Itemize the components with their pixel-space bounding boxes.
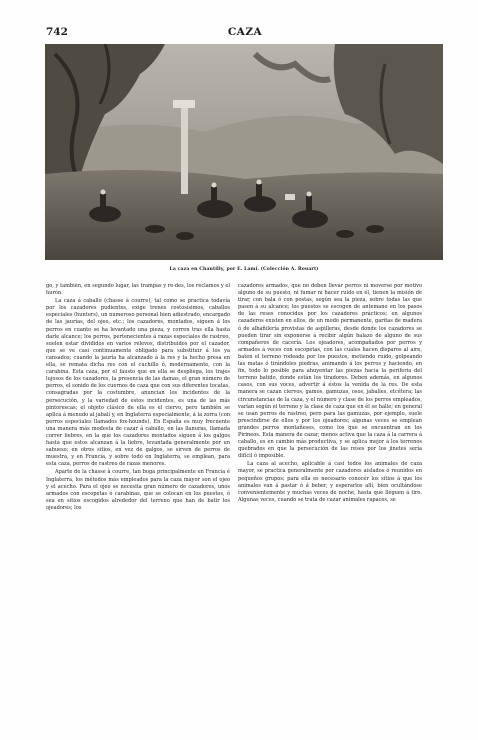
paragraph: Aparte de la chasse à courre, tan boga principalmente en Francia é Inglaterra, los métodos más empleados para la caza mayor son el ojeo y el acecho. Para el ojeo se necesita gran número de cazadores, unos armados con escopetas ó carabinas, que se colocan en los puestos, ó sea en sitios escogidos alrededor del terreno que han de batir los ojeadores; los <box>46 469 230 511</box>
page-number: 742 <box>46 26 68 38</box>
running-head: CAZA <box>227 26 263 38</box>
hunting-scene-engraving <box>45 44 443 260</box>
figure-caption: La caza en Chantilly, por E. Lami. (Colección A. Rouart) <box>169 267 319 272</box>
paragraph: La caza al acecho, aplicable á casi todos los animales de caza mayor, se practica generalmente por cazadores aislados ó reunidos en pequeños grupos; para ella es necesario conocer los sitios á que los animales van á pastar ó á beber, y esperarlos allí, bien ocultándose convenientemente y muchas veces de noche, hasta que lleguen á tiro. Algunas veces, cuando se trata de cazar animales rapaces, se <box>238 461 422 503</box>
right-text-column <box>238 283 422 703</box>
hunt-illustration <box>45 44 443 260</box>
paragraph: La caza á caballo (chasse à courre), tal como se practica todavía por los cazadores pudientes, exige trenes costosísimos, caballos especiales (hunters), un numeroso personal bien adiestrado, encargado de las jaurías, del ojeo, etc.; los cazadores, montados, siguen á los perros en cuanto se ha levantado una pieza, y corren tras ella hasta darle alcance; los perros, pertenecientes á razas especiales de rastreo, suelen estar divididos en varios relevos, distribuidos por el cazador, que se ve casi continuamente obligado para substituir á los ya cansados; cuando la jauría ha alcanzado á la res y la hecho presa en ella, se remata dicha res con el cuchillo ó, modernamente, con la carabina. Esta caza, por el fausto que en ella se despliega, los trajes lujosos de los cazadores, la presencia de las damas, el gran número de perros, el sonido de los cuernos de caza que con sus diferentes tocatas, consagradas por la costumbre, anuncian los incidentes de la persecución, y la variedad de estos incidentes, es una de las más pintorescas; el objeto clásico de ella es el ciervo, pero también se aplica á menudo al jabalí y, en Inglaterra especialmente, á la zorra (con perros especiales llamados fox-hounds). En España es muy frecuente una manera más modesta de cazar á caballo, en las llanuras, llamada correr liebres, en la que los cazadores montados siguen á los galgos hasta que estos alcanzan á la liebre, levantada generalmente por un sabueso; en otros sitios, en vez de galgos, se sirven de perros de muestra, y en Francia, y sobre todo en Inglaterra, se emplean, para esta caza, perros de rastreo de razas menores. <box>46 298 230 468</box>
paragraph: go, y también, en segundo lugar, las trampas y re-des, los reclamos y el hurón. <box>46 283 230 297</box>
left-text-column <box>46 283 230 703</box>
page-header <box>46 26 444 40</box>
paragraph: cazadores armados, que no deben llevar perros ni moverse por motivo alguno de su puesto, ni fumar ni hacer ruido en él, tienen la misión de tirar, con bala ó con postas, según sea la pieza, sobre todas las que pasen á su alcance; los puestos se escogen de antemano en los pasos de las reses conocidos por los cazadores prácticos; en algunos cazaderos existen en ellos, de un modo permanente, garitas de madera ó de albañilería provistas de aspilleras, desde donde los cazadores se pueden tirar sin exponerse á recibir algún balazo de alguno de sus compañeros de cacería. Los ojeadores, acompañados por perros y armados á veces con escopetas, con las cuales hacen disparos al aire, baten el terreno rodeado por los puestos, metiendo ruido, golpeando las matas ó tirándoles piedras, animando á los perros y haciendo, en fin, todo lo posible para ahuyentar las piezas hacia la periferia del terreno batido, donde están los tiradores. Deben además, en algunos casos, con sus voces, advertir á éstos la venida de la res. De esta manera se cazan ciervos, gamos, gamuzas, osos, jabalíes, etcétera; las circunstancias de la caza, y el número y clase de los perros empleados, varían según el terreno y la clase de caza que en él se halle; en general se usan perros de rastreo, pero para las gamuzas, por ejemplo, suele prescindirse de ellos y por los ojeadores; algunas veces se emplean grandes perros montañeses, como los que se encuentran en los Pirineos. Esta manera de cazar, menos activa que la caza á la carrera á caballo, es en cambio más productiva, y se aplica mejor á los terrenos quebrados en que la persecución de las reses por los jinetes sería difícil ó imposible. <box>238 283 422 460</box>
